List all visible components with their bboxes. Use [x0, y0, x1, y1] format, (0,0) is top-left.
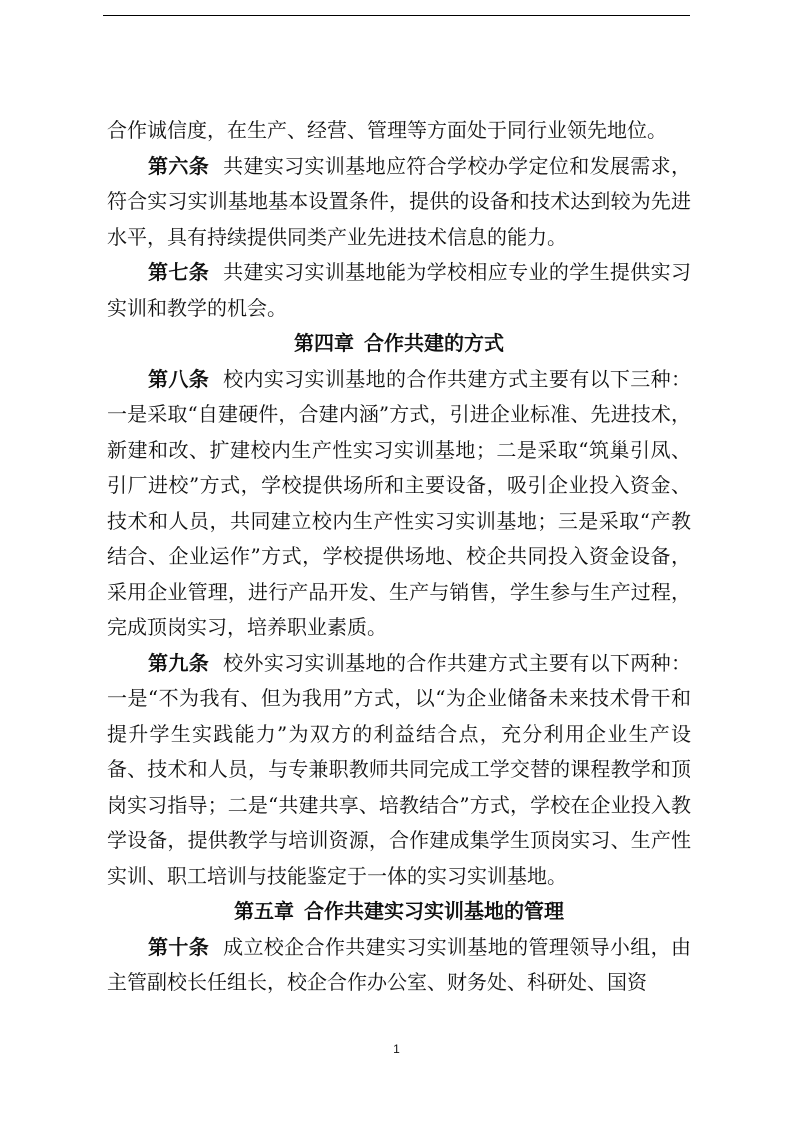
article-7 [107, 255, 691, 326]
article-text: 校外实习实训基地的合作共建方式主要有以下两种：一是“不为我有、但为我用”方式，以“为企业储备未来技术骨干和提升学生实践能力”为双方的利益结合点，充分利用企业生产设备、技术和人员，与专兼职教师共同完成工学交替的课程教学和顶岗实习指导；二是“共建共享、培教结合”方式，学校在企业投入教学设备，提供教学与培训资源，合作建成集学生顶岗实习、生产性实训、职工培训与技能鉴定于一体的实习实训基地。 [107, 650, 692, 888]
chapter-5-heading [107, 894, 691, 930]
page-number: 1 [393, 1042, 400, 1056]
paragraph-continuation [107, 113, 691, 149]
article-text: 校内实习实训基地的合作共建方式主要有以下三种：一是采取“自建硬件，合建内涵”方式，引进企业标准、先进技术，新建和改、扩建校内生产性实习实训基地；二是采取“筑巢引凤、引厂进校”方式，学校提供场所和主要设备，吸引企业投入资金、技术和人员，共同建立校内生产性实习实训基地；三是采取“产教结合、企业运作”方式，学校提供场地、校企共同投入资金设备，采用企业管理，进行产品开发、生产与销售，学生参与生产过程，完成顶岗实习，培养职业素质。 [107, 366, 692, 639]
article-10 [107, 930, 691, 1001]
article-6 [107, 149, 691, 256]
article-label: 第七条 [148, 260, 210, 284]
paragraph-text: 合作诚信度，在生产、经营、管理等方面处于同行业领先地位。 [107, 118, 667, 142]
chapter-number: 第五章 [234, 899, 294, 923]
article-8 [107, 362, 691, 646]
chapter-number: 第四章 [294, 331, 354, 355]
article-9 [107, 646, 691, 895]
chapter-4-heading [107, 326, 691, 362]
article-label: 第九条 [148, 650, 210, 675]
chapter-title: 合作共建实习实训基地的管理 [304, 899, 564, 923]
article-text: 成立校企合作共建实习实训基地的管理领导小组，由主管副校长任组长，校企合作办公室、财务处、科研处、国资 [107, 934, 692, 994]
article-label: 第六条 [148, 153, 210, 178]
article-text: 共建实习实训基地应符合学校办学定位和发展需求，符合实习实训基地基本设置条件，提供的设备和技术达到较为先进水平，具有持续提供同类产业先进技术信息的能力。 [107, 153, 692, 249]
header-rule [103, 15, 690, 16]
chapter-title: 合作共建的方式 [364, 331, 504, 355]
article-label: 第十条 [148, 934, 210, 959]
document-body [107, 113, 691, 1001]
article-text: 共建实习实训基地能为学校相应专业的学生提供实习实训和教学的机会。 [107, 260, 692, 320]
article-label: 第八条 [148, 366, 210, 391]
